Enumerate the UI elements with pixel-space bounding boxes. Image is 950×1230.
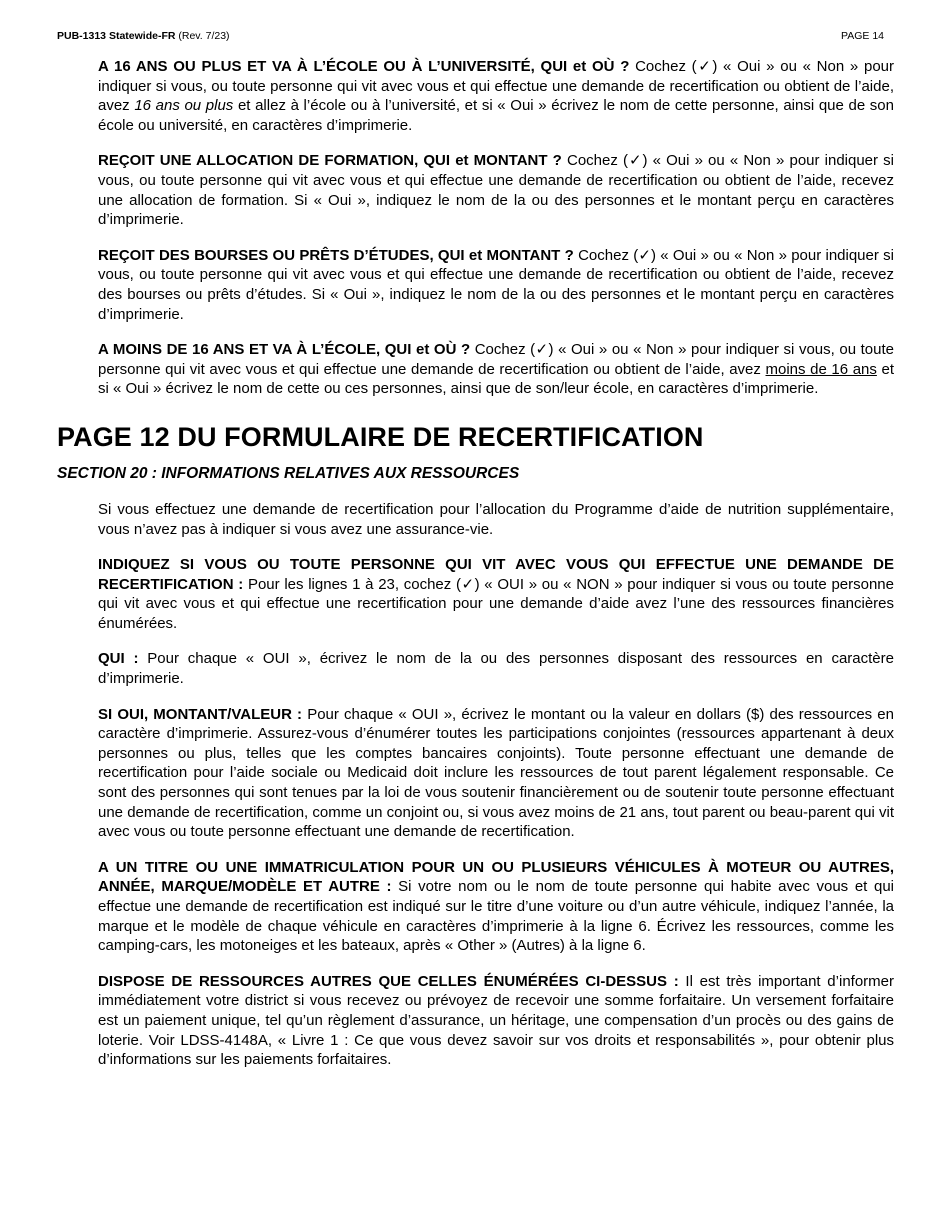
emphasis-16-plus: 16 ans ou plus: [134, 97, 234, 115]
paragraph-other-resources: [98, 972, 894, 1070]
paragraph-who: [98, 649, 894, 688]
document-body: [57, 57, 894, 1086]
page-number: PAGE 14: [841, 30, 884, 42]
paragraph-heading: DISPOSE DE RESSOURCES AUTRES QUE CELLES ÉNUMÉRÉES CI-DESSUS :: [98, 972, 679, 990]
paragraph-heading: A 16 ANS OU PLUS ET VA À L’ÉCOLE OU À L’UNIVERSITÉ, QUI et OÙ ?: [98, 58, 630, 75]
paragraph-text: et allez à l’école ou à l’université, et si « Oui » écrivez le nom de cette personne, ainsi que de son école ou université, en caractères d’imprimerie.: [98, 97, 894, 134]
paragraph-text: Cochez (✓) « Oui » ou « Non » pour indiquer si vous, ou toute personne qui vit avec vous et qui effectue une demande de recertification ou obtient de l’aide, recevez une allocation de formation. Si « Oui », indiquez le nom de la ou des personnes et le montant perçu en caractères d’imprimerie.: [98, 152, 894, 229]
paragraph-age-16-plus-school: [98, 57, 894, 135]
paragraph-text: Cochez (✓) « Oui » ou « Non » pour indiquer si vous, ou toute personne qui vit avec vous et qui effectue une demande de recertification ou obtient de l’aide, avez: [98, 341, 895, 378]
paragraph-grants-loans: [98, 246, 894, 324]
paragraph-vehicles: [98, 858, 894, 956]
document-id: [57, 29, 230, 43]
page-title: PAGE 12 DU FORMULAIRE DE RECERTIFICATION: [57, 421, 704, 452]
paragraph-heading: SI OUI, MONTANT/VALEUR :: [98, 705, 303, 723]
paragraph-text: Si votre nom ou le nom de toute personne qui habite avec vous et qui effectue une demande de recertification est indiqué sur le titre d’une voiture ou d’un autre véhicule, indiquez l’année, la marque et le modèle de chaque véhicule en caractères d’imprimerie à la ligne 6. Écrivez les ressources, comme les camping-cars, les motoneiges et les bateaux, après « Other » (Autres) à la ligne 6.: [98, 878, 894, 955]
paragraph-indicate-resources: [98, 555, 894, 633]
paragraph-text: Cochez (✓) « Oui » ou « Non » pour indiquer si vous, ou toute personne qui vit avec vous et qui effectue une demande de recertification ou obtient de l’aide, recevez des bourses ou prêts d’études. Si « Oui », indiquez le nom de la ou des personnes et le montant perçu en caractères d’imprimerie.: [98, 246, 894, 323]
paragraph-text: Pour les lignes 1 à 23, cochez (✓) « OUI » ou « NON » pour indiquer si vous ou toute personne qui vit avec vous et qui effectue une recertification pour une demande d’aide avez l’une des ressources financières énumérées.: [98, 575, 894, 632]
paragraph-heading: INDIQUEZ SI VOUS OU TOUTE PERSONNE QUI VIT AVEC VOUS QUI EFFECTUE UNE DEMANDE DE RECERTIFICATION :: [98, 556, 894, 593]
paragraph-text: Cochez (✓) « Oui » ou « Non » pour indiquer si vous, ou toute personne qui vit avec vous et qui effectue une demande de recertification ou obtient de l’aide, avez: [98, 58, 895, 115]
paragraph-training-allowance: [98, 151, 894, 229]
section-title: SECTION 20 : INFORMATIONS RELATIVES AUX RESSOURCES: [57, 464, 520, 482]
paragraph-text: Si vous effectuez une demande de recertification pour l’allocation du Programme d’aide de nutrition supplémentaire, vous n’avez pas à indiquer si vous avez une assurance-vie.: [98, 500, 894, 538]
paragraph-heading: REÇOIT DES BOURSES OU PRÊTS D’ÉTUDES, QUI et MONTANT ?: [98, 246, 574, 264]
paragraph-snap-life-insurance: [98, 500, 894, 539]
paragraph-heading: A MOINS DE 16 ANS ET VA À L’ÉCOLE, QUI et OÙ ?: [98, 341, 471, 359]
document-revision: (Rev. 7/23): [178, 30, 230, 42]
paragraph-heading: A UN TITRE OU UNE IMMATRICULATION POUR UN OU PLUSIEURS VÉHICULES À MOTEUR OU AUTRES, ANNÉE, MARQUE/MODÈLE ET AUTRE :: [98, 858, 894, 896]
paragraph-text: Il est très important d’informer immédiatement votre district si vous recevez ou prévoyez de recevoir une somme forfaitaire. Un versement forfaitaire est un paiement unique, tel qu’un règlement d’assurance, un héritage, une compensation d’un procès ou des gains de loterie. Voir LDSS-4148A, « Livre 1 : Ce que vous devez savoir sur vos droits et responsabilités », pour obtenir plus d’informations sur les paiements forfaitaires.: [98, 972, 894, 1069]
paragraph-text: et si « Oui » écrivez le nom de cette ou ces personnes, ainsi que de son/leur école, en caractères d’imprimerie.: [98, 360, 895, 398]
paragraph-heading: REÇOIT UNE ALLOCATION DE FORMATION, QUI et MONTANT ?: [98, 152, 562, 170]
page-header: [57, 29, 884, 43]
document-code: PUB-1313 Statewide-FR: [57, 30, 176, 42]
paragraph-heading: QUI :: [98, 650, 139, 668]
paragraph-under-16-school: [98, 340, 894, 399]
emphasis-under-16: moins de 16 ans: [765, 360, 877, 378]
paragraph-text: Pour chaque « OUI », écrivez le nom de la ou des personnes disposant des ressources en caractère d’imprimerie.: [98, 650, 894, 688]
paragraph-text: Pour chaque « OUI », écrivez le montant ou la valeur en dollars ($) des ressources en caractère d’imprimerie. Assurez-vous d’énumérer toutes les participations conjointes (ressources appartenant à deux personnes ou plus, telles que les comptes bancaires conjoints). Toute personne effectuant une demande de recertification pour l’aide sociale ou Medicaid doit inclure les ressources de tout parent légalement responsable. Ce sont des personnes qui sont tenues par la loi de vous soutenir financièrement ou de soutenir toute personne effectuant une demande de recertification, comme un conjoint ou, si vous avez moins de 21 ans, tout parent ou beau-parent qui vit avec vous ou toute personne effectuant une demande de recertification.: [98, 705, 894, 841]
paragraph-amount-value: [98, 705, 894, 842]
